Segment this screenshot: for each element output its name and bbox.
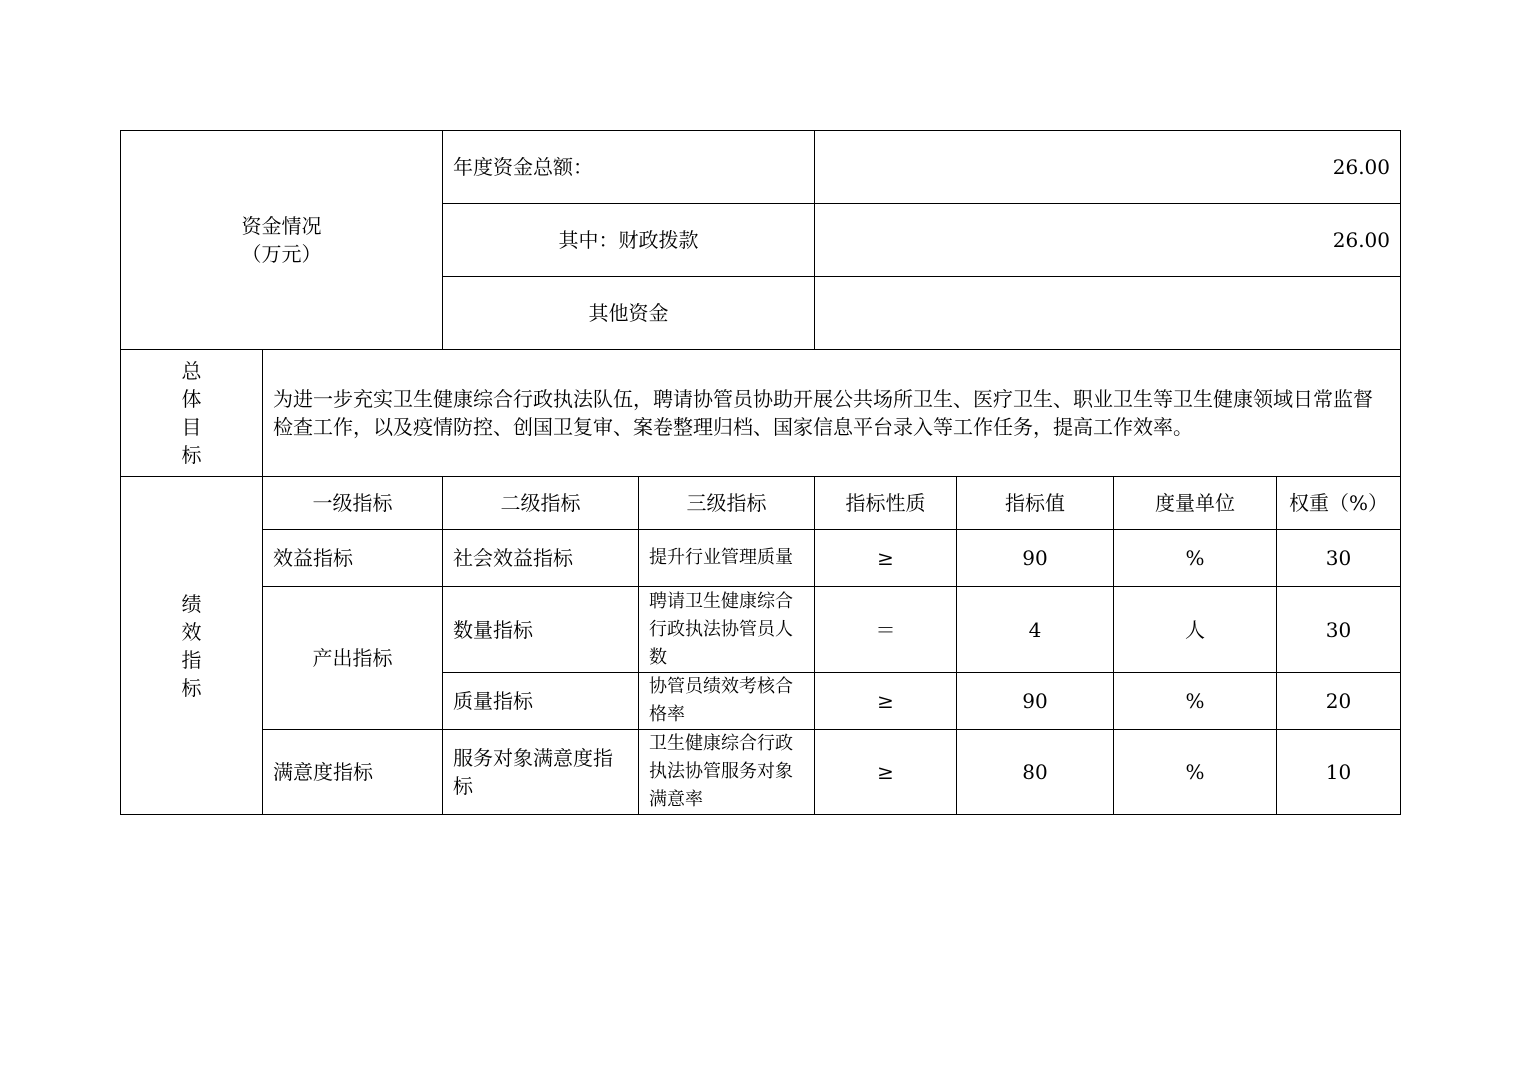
cell-level3: 卫生健康综合行政执法协管服务对象满意率 [639, 730, 815, 815]
cell-unit: % [1114, 730, 1277, 815]
funds-label-line1: 资金情况 [241, 214, 322, 238]
funds-total-value: 26.00 [815, 131, 1401, 204]
cell-level1: 产出指标 [263, 587, 443, 730]
header-value: 指标值 [957, 477, 1114, 530]
cell-value: 90 [957, 530, 1114, 587]
cell-weight: 30 [1277, 587, 1401, 673]
cell-nature: ＝ [815, 587, 957, 673]
cell-weight: 10 [1277, 730, 1401, 815]
performance-label-char: 效 [181, 619, 202, 644]
cell-value: 90 [957, 673, 1114, 730]
cell-level2: 社会效益指标 [443, 530, 639, 587]
cell-unit: 人 [1114, 587, 1277, 673]
goal-label-char: 总 [181, 359, 202, 383]
funds-label [121, 131, 443, 350]
cell-unit: % [1114, 673, 1277, 730]
cell-level1: 满意度指标 [263, 730, 443, 815]
cell-unit: % [1114, 530, 1277, 587]
performance-label-char: 指 [181, 647, 202, 672]
cell-value: 80 [957, 730, 1114, 815]
performance-label [121, 477, 263, 815]
cell-weight: 30 [1277, 530, 1401, 587]
header-weight: 权重（%） [1277, 477, 1401, 530]
table-row [121, 587, 1401, 673]
cell-nature: ≥ [815, 730, 957, 815]
funds-other-value [815, 277, 1401, 350]
cell-level3: 协管员绩效考核合格率 [639, 673, 815, 730]
cell-level2: 质量指标 [443, 673, 639, 730]
performance-target-table [120, 130, 1401, 815]
funds-fiscal-value: 26.00 [815, 204, 1401, 277]
cell-weight: 20 [1277, 673, 1401, 730]
header-level1: 一级指标 [263, 477, 443, 530]
funds-label-line2: （万元） [241, 242, 322, 266]
funds-fiscal-label: 其中：财政拨款 [443, 204, 815, 277]
table-row [121, 730, 1401, 815]
funds-total-label: 年度资金总额： [443, 131, 815, 204]
cell-level2: 数量指标 [443, 587, 639, 673]
cell-nature: ≥ [815, 673, 957, 730]
cell-level2: 服务对象满意度指标 [443, 730, 639, 815]
header-nature: 指标性质 [815, 477, 957, 530]
goal-label-char: 标 [181, 443, 202, 467]
cell-level3: 提升行业管理质量 [639, 530, 815, 587]
cell-level1: 效益指标 [263, 530, 443, 587]
performance-label-char: 绩 [181, 591, 202, 616]
cell-nature: ≥ [815, 530, 957, 587]
goal-label [121, 350, 263, 477]
header-level3: 三级指标 [639, 477, 815, 530]
table-row [121, 530, 1401, 587]
goal-label-char: 体 [181, 387, 202, 411]
header-level2: 二级指标 [443, 477, 639, 530]
cell-value: 4 [957, 587, 1114, 673]
funds-other-label: 其他资金 [443, 277, 815, 350]
goal-text: 为进一步充实卫生健康综合行政执法队伍，聘请协管员协助开展公共场所卫生、医疗卫生、职业卫生等卫生健康领域日常监督检查工作，以及疫情防控、创国卫复审、案卷整理归档、国家信息平台录入等工作任务，提高工作效率。 [263, 350, 1401, 477]
cell-level3: 聘请卫生健康综合行政执法协管员人数 [639, 587, 815, 673]
goal-label-char: 目 [181, 415, 202, 439]
performance-label-char: 标 [181, 675, 202, 700]
header-unit: 度量单位 [1114, 477, 1277, 530]
